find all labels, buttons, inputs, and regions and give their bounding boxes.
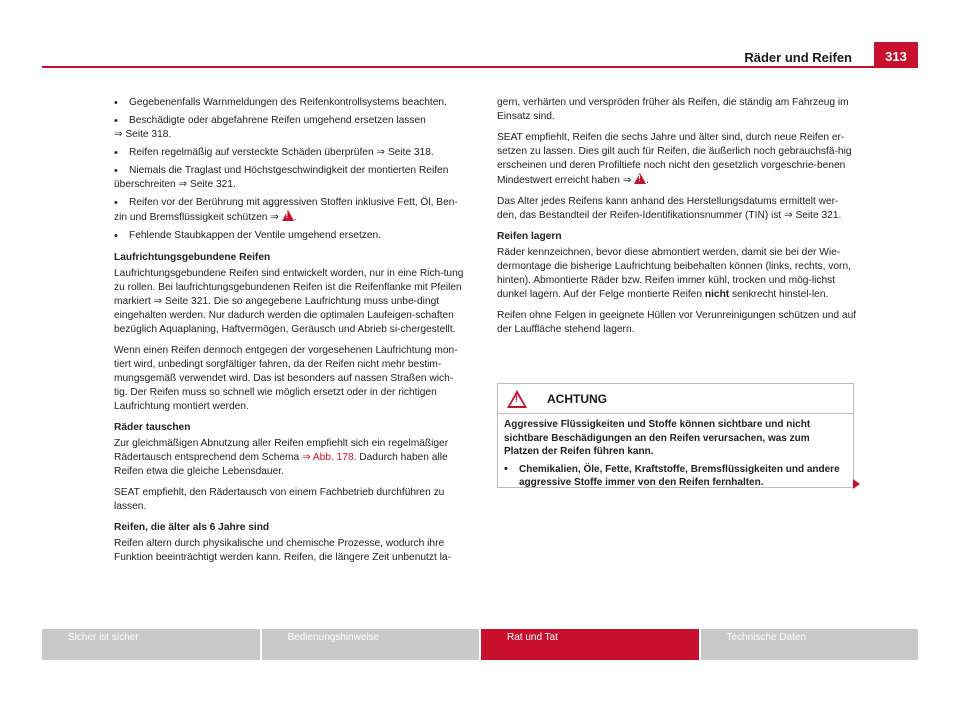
- paragraph: SEAT empfiehlt, den Rädertausch von einem Fachbetrieb durchführen zu lassen.: [114, 487, 445, 512]
- tab-rat-und-tat[interactable]: Rat und Tat: [481, 629, 699, 660]
- section-heading: Reifen lagern: [497, 231, 562, 242]
- section-heading: Laufrichtungsgebundene Reifen: [114, 252, 271, 263]
- list-item: • Gegebenenfalls Warnmeldungen des Reifenkontrollsystems beachten.: [114, 96, 464, 110]
- list-item: • Niemals die Traglast und Höchstgeschwindigkeit der montierten Reifen überschreiten ⇒ Seite 321.: [114, 164, 464, 192]
- paragraph: Zur gleichmäßigen Abnutzung aller Reifen empfiehlt sich ein regelmäßiger Rädertausch entsprechend dem Schema ⇒ Abb. 178. Dadurch haben alle Reifen etwa die gleiche Lebensdauer.: [114, 438, 449, 477]
- warning-header: ! ACHTUNG: [498, 384, 853, 414]
- paragraph: SEAT empfiehlt, Reifen die sechs Jahre und älter sind, durch neue Reifen er-setzen zu lassen. Dies gilt auch für Reifen, die äußerlich noch gebrauchsfä-hig erscheinen und deren Profiltiefe noch nicht den gesetzlich vorgeschrie-benen Mindestwert erreicht haben ⇒ ! .: [497, 131, 857, 188]
- warning-box: [497, 383, 854, 488]
- paragraph: Wenn einen Reifen dennoch entgegen der vorgesehenen Laufrichtung mon-tiert wird, unbedingt sorgfältiger fahren, da der Reifen nicht mehr bestim-mungsgemäß verwendet wird. Das ist besonders auf nassen Straßen wich-tig. Der Reifen muss so schnell wie möglich ersetzt oder in der richtigen Laufrichtung montiert werden.: [114, 345, 458, 412]
- list-item: • Reifen regelmäßig auf versteckte Schäden überprüfen ⇒ Seite 318.: [114, 146, 464, 160]
- list-item: • Beschädigte oder abgefahrene Reifen umgehend ersetzen lassen ⇒ Seite 318.: [114, 114, 464, 142]
- paragraph: Das Alter jedes Reifens kann anhand des Herstellungsdatums ermittelt wer-den, das Bestandteil der Reifen-Identifikationsnummer (TIN) ist ⇒ Seite 321.: [497, 196, 842, 221]
- tab-technische-daten[interactable]: Technische Daten: [701, 629, 919, 660]
- warning-bullet: • Chemikalien, Öle, Fette, Kraftstoffe, Bremsflüssigkeiten und andere aggressive Stoffe immer von den Reifen fernhalten.: [504, 463, 845, 490]
- section-heading: Reifen, die älter als 6 Jahre sind: [114, 522, 270, 533]
- right-column: [497, 96, 857, 344]
- warning-icon[interactable]: [282, 210, 294, 221]
- warning-text: Aggressive Flüssigkeiten und Stoffe können sichtbare und nicht sichtbare Beschädigungen an den Reifen verursachen, was zum Platzen der Reifen führen kann.: [504, 419, 811, 457]
- continue-arrow-icon: [853, 479, 860, 489]
- section-heading: Räder tauschen: [114, 422, 191, 433]
- warning-icon[interactable]: [634, 173, 646, 184]
- tab-bedienungshinweise[interactable]: Bedienungshinweise: [262, 629, 480, 660]
- paragraph: Reifen ohne Felgen in geeignete Hüllen vor Verunreinigungen schützen und auf der Lauffläche stehend lagern.: [497, 310, 857, 335]
- list-item: • Fehlende Staubkappen der Ventile umgehend ersetzen.: [114, 229, 464, 243]
- left-column: [114, 96, 464, 572]
- tab-sicher-ist-sicher[interactable]: Sicher ist sicher: [42, 629, 260, 660]
- list-item: • Reifen vor der Berührung mit aggressiven Stoffen inklusive Fett, Öl, Ben- zin und Bremsflüssigkeit schützen ⇒ ! .: [114, 196, 464, 225]
- header-rule: [42, 66, 874, 68]
- figure-link[interactable]: ⇒ Abb. 178: [302, 452, 354, 463]
- paragraph: Reifen altern durch physikalische und chemische Prozesse, wodurch ihre Funktion beeinträchtigt werden kann. Reifen, die längere Zeit unbenutzt la-: [114, 538, 451, 563]
- page-number: 313: [874, 42, 918, 68]
- paragraph: gern, verhärten und verspröden früher als Reifen, die ständig am Fahrzeug im Einsatz sind.: [497, 97, 849, 122]
- paragraph: Laufrichtungsgebundene Reifen sind entwickelt worden, nur in eine Rich-tung zu rollen. Bei laufrichtungsgebundenen Reifen ist die Reifenflanke mit Pfeilen markiert ⇒ Seite 321. Die so angegebene Laufrichtung muss unbe-dingt eingehalten werden. Nur dadurch werden die optimalen Laufeigen-schaften bezüglich Aquaplaning, Haftvermögen, Geräusch und Abrieb si-chergestellt.: [114, 268, 464, 335]
- warning-title: ACHTUNG: [547, 392, 607, 406]
- footer-nav: [42, 629, 918, 660]
- warning-body: [498, 414, 853, 490]
- paragraph: Räder kennzeichnen, bevor diese abmontiert werden, damit sie bei der Wie-dermontage die bisherige Laufrichtung beibehalten können (links, rechts, vorn, hinten). Abmontierte Räder bzw. Reifen immer kühl, trocken und mög-lichst dunkel lagern. Auf der Felge montierte Reifen nicht senkrecht hinstel-len.: [497, 247, 851, 300]
- header-title: Räder und Reifen: [744, 50, 852, 65]
